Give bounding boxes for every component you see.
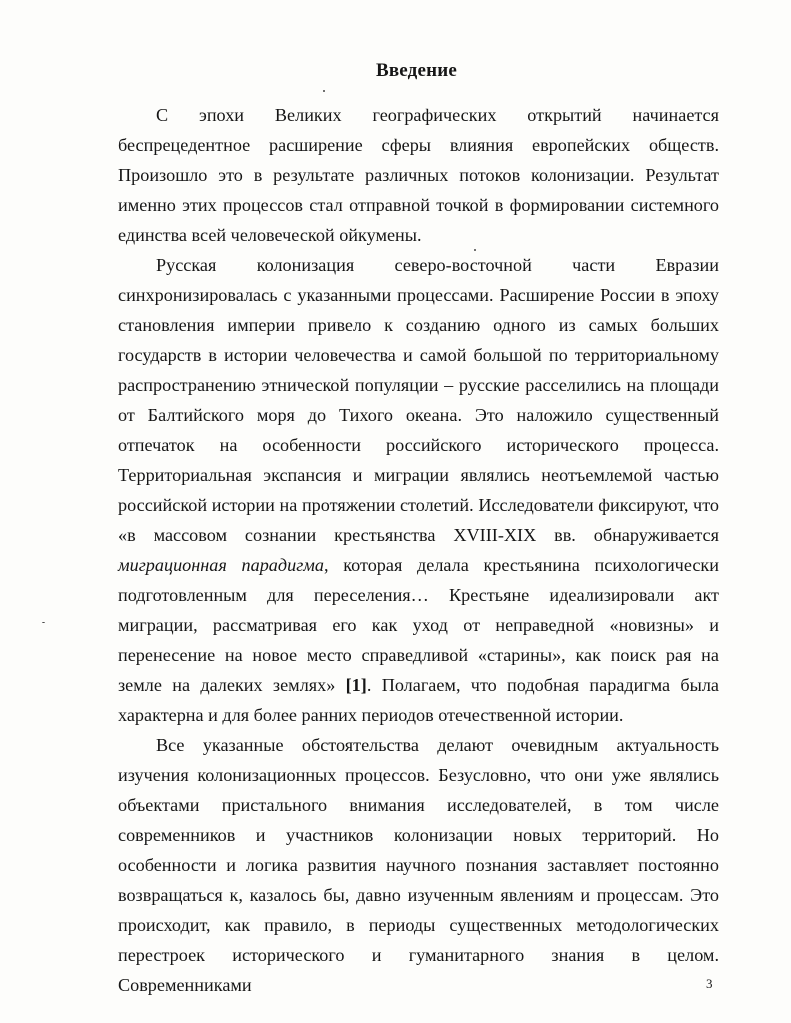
paragraph-1 [118,100,719,250]
paragraph-2-text-part-2: , которая делала крестьянина психологически подготовленным для переселения… Крестьяне идеализировали акт миграции, рассматривая его как уход от неправедной «новизны» и перенесение на новое место справедливой «старины», как поиск рая на земле на далеких землях» [118,555,719,695]
paragraph-2-text-part-1: Русская колонизация северо-восточной части Евразии синхронизировалась с указанными процессами. Расширение России в эпоху становления империи привело к созданию одного из самых больших государств в истории человечества и самой большой по территориальному распространению этнической популяции – русские расселились на площади от Балтийского моря до Тихого океана. Это наложило существенный отпечаток на особенности российского исторического процесса. Территориальная экспансия и миграции являлись неотъемлемой частью российской истории на протяжении столетий. Исследователи фиксируют, что «в массовом сознании крестьянства XVIII-XIX вв. обнаруживается [118,255,719,545]
scan-speck [42,622,45,623]
citation-reference: [1] [345,675,367,695]
paragraph-2-italic-term: миграционная парадигма [118,555,324,575]
page-title: Введение [375,60,458,81]
paragraph-2 [118,250,719,730]
paragraph-2-text-part-3: . Полагаем, что подобная парадигма была характерна и для более ранних периодов отечественной истории. [118,675,719,725]
paragraph-1-text: С эпохи Великих географических открытий начинается беспрецедентное расширение сферы влияния европейских обществ. Произошло это в результате различных потоков колонизации. Результат именно этих процессов стал отправной точкой в формировании системного единства всей человеческой ойкумены. [118,105,719,245]
paragraph-3 [118,730,719,1000]
scan-speck [323,90,325,92]
body-text [118,100,719,1000]
paragraph-3-text: Все указанные обстоятельства делают очевидным актуальность изучения колонизационных процессов. Безусловно, что они уже являлись объектами пристального внимания исследователей, в том числе современников и участников колонизации новых территорий. Но особенности и логика развития научного познания заставляет постоянно возвращаться к, казалось бы, давно изученным явлениям и процессам. Это происходит, как правило, в периоды существенных методологических перестроек исторического и гуманитарного знания в целом. Современниками [118,735,719,995]
page-number: 3 [706,976,713,991]
scan-speck [474,249,476,251]
